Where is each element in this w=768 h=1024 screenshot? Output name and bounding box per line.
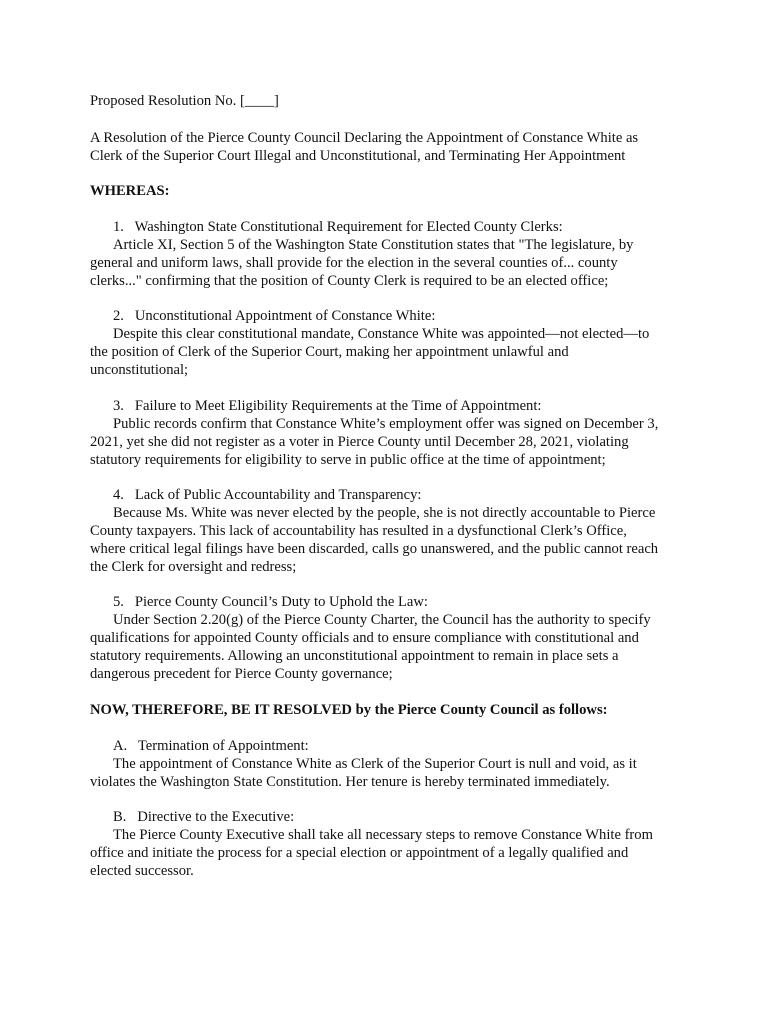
whereas-heading: WHEREAS: <box>90 183 170 199</box>
section-1-line: Article XI, Section 5 of the Washington State Constitution states that "The legislature, by <box>113 237 634 253</box>
section-4-heading: 4. Lack of Public Accountability and Transparency: <box>113 487 422 503</box>
title-line-1: A Resolution of the Pierce County Council Declaring the Appointment of Constance White as <box>90 130 639 146</box>
section-2-line: Despite this clear constitutional mandate, Constance White was appointed—not elected—to <box>113 326 650 342</box>
section-2-heading: 2. Unconstitutional Appointment of Constance White: <box>113 308 436 324</box>
section-5-line: statutory requirements. Allowing an unconstitutional appointment to remain in place sets a <box>90 648 619 664</box>
section-5-line: dangerous precedent for Pierce County governance; <box>90 666 393 682</box>
section-5-heading: 5. Pierce County Council’s Duty to Uphold the Law: <box>113 594 428 610</box>
section-4-line: County taxpayers. This lack of accountability has resulted in a dysfunctional Clerk’s Office, <box>90 523 627 539</box>
clause-a-line: The appointment of Constance White as Clerk of the Superior Court is null and void, as it <box>113 756 637 772</box>
section-2-line: the position of Clerk of the Superior Court, making her appointment unlawful and <box>90 344 569 360</box>
section-4-line: Because Ms. White was never elected by the people, she is not directly accountable to Pierce <box>113 505 656 521</box>
section-1-heading: 1. Washington State Constitutional Requirement for Elected County Clerks: <box>113 219 563 235</box>
clause-a-heading: A. Termination of Appointment: <box>113 738 309 754</box>
section-3-heading: 3. Failure to Meet Eligibility Requirements at the Time of Appointment: <box>113 398 542 414</box>
section-3-line: Public records confirm that Constance White’s employment offer was signed on December 3, <box>113 416 659 432</box>
clause-a-line: violates the Washington State Constitution. Her tenure is hereby terminated immediately. <box>90 774 610 790</box>
section-4-line: where critical legal filings have been discarded, calls go unanswered, and the public cannot reach <box>90 541 659 557</box>
section-1-line: clerks..." confirming that the position of County Clerk is required to be an elected office; <box>90 273 609 289</box>
clause-b-line: office and initiate the process for a special election or appointment of a legally qualified and <box>90 845 629 861</box>
title-line-2: Clerk of the Superior Court Illegal and Unconstitutional, and Terminating Her Appointment <box>90 148 626 164</box>
clause-b-line: elected successor. <box>90 863 194 879</box>
section-5-line: qualifications for appointed County officials and to ensure compliance with constitutional and <box>90 630 639 646</box>
section-1-line: general and uniform laws, shall provide for the election in the several counties of... county <box>90 255 618 271</box>
section-5-line: Under Section 2.20(g) of the Pierce County Charter, the Council has the authority to specify <box>113 612 651 628</box>
section-3-line: statutory requirements for eligibility to serve in public office at the time of appointment; <box>90 452 606 468</box>
section-4-line: the Clerk for oversight and redress; <box>90 559 297 575</box>
resolved-heading: NOW, THEREFORE, BE IT RESOLVED by the Pierce County Council as follows: <box>90 702 608 718</box>
section-2-line: unconstitutional; <box>90 362 189 378</box>
resolution-number: Proposed Resolution No. [____] <box>90 93 279 109</box>
clause-b-heading: B. Directive to the Executive: <box>113 809 295 825</box>
clause-b-line: The Pierce County Executive shall take all necessary steps to remove Constance White from <box>113 827 653 843</box>
section-3-line: 2021, yet she did not register as a voter in Pierce County until December 28, 2021, violating <box>90 434 629 450</box>
